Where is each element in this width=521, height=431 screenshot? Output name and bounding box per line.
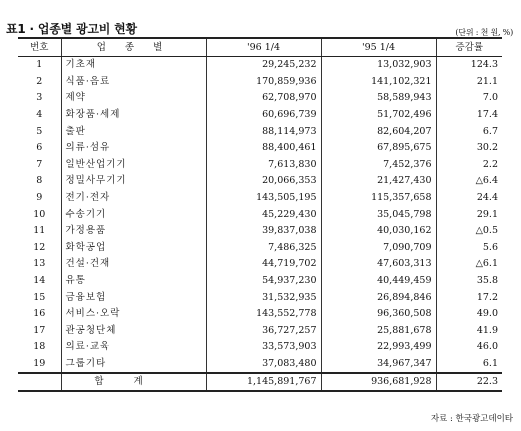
table-row [18, 256, 502, 273]
industry-name: 기초재 [61, 57, 206, 74]
value-1996: 44,719,702 [206, 256, 321, 273]
value-1996: 88,114,973 [206, 123, 321, 140]
value-1996: 39,837,038 [206, 223, 321, 240]
industry-name: 금융보험 [61, 289, 206, 306]
value-1996: 29,245,232 [206, 57, 321, 74]
source-note: 자료 : 한국광고데이타 [430, 414, 513, 424]
change-rate: 29.1 [436, 206, 502, 223]
value-1995: 96,360,508 [321, 306, 436, 323]
value-1996: 143,505,195 [206, 190, 321, 207]
col-header-number: 번호 [18, 38, 61, 57]
change-rate: 2.2 [436, 157, 502, 174]
value-1995: 47,603,313 [321, 256, 436, 273]
industry-name: 정밀사무기기 [61, 173, 206, 190]
value-1996: 45,229,430 [206, 206, 321, 223]
col-header-industry: 업 종 별 [61, 38, 206, 57]
value-1996: 60,696,739 [206, 107, 321, 124]
col-header-1995: '95 1/4 [321, 38, 436, 57]
change-rate: 17.2 [436, 289, 502, 306]
value-1996: 20,066,353 [206, 173, 321, 190]
change-rate: △6.4 [436, 173, 502, 190]
total-1995: 936,681,928 [321, 373, 436, 391]
change-rate: 35.8 [436, 273, 502, 290]
row-number: 17 [33, 324, 46, 336]
value-1995: 40,449,459 [321, 273, 436, 290]
value-1995: 141,102,321 [321, 74, 436, 91]
table-row [18, 190, 502, 207]
row-number: 1 [36, 59, 43, 71]
table-row [18, 157, 502, 174]
change-rate: 6.7 [436, 123, 502, 140]
col-header-1996: '96 1/4 [206, 38, 321, 57]
industry-name: 전기·전자 [61, 190, 206, 207]
industry-name: 제약 [61, 90, 206, 107]
value-1996: 36,727,257 [206, 323, 321, 340]
industry-name: 수송기기 [61, 206, 206, 223]
industry-name: 가정용품 [61, 223, 206, 240]
industry-name: 건설·건재 [61, 256, 206, 273]
row-number: 14 [33, 275, 46, 287]
value-1995: 7,090,709 [321, 240, 436, 257]
value-1996: 54,937,230 [206, 273, 321, 290]
row-number: 7 [36, 158, 43, 170]
ad-spend-table [18, 37, 502, 392]
change-rate: 49.0 [436, 306, 502, 323]
value-1995: 35,045,798 [321, 206, 436, 223]
change-rate: 46.0 [436, 339, 502, 356]
value-1995: 34,967,347 [321, 356, 436, 374]
value-1995: 67,895,675 [321, 140, 436, 157]
value-1996: 62,708,970 [206, 90, 321, 107]
row-number: 19 [33, 357, 46, 369]
row-number: 6 [36, 142, 43, 154]
value-1995: 58,589,943 [321, 90, 436, 107]
row-number: 3 [36, 92, 43, 104]
table-row [18, 57, 502, 74]
header-row [18, 38, 502, 57]
value-1996: 37,083,480 [206, 356, 321, 374]
table-row [18, 339, 502, 356]
industry-name: 그룹기타 [61, 356, 206, 374]
change-rate: 5.6 [436, 240, 502, 257]
value-1995: 82,604,207 [321, 123, 436, 140]
industry-name: 출판 [61, 123, 206, 140]
row-number: 2 [36, 75, 43, 87]
table-row [18, 90, 502, 107]
table-row [18, 306, 502, 323]
row-number: 13 [33, 258, 46, 270]
table-row [18, 74, 502, 91]
value-1996: 33,573,903 [206, 339, 321, 356]
industry-name: 유통 [61, 273, 206, 290]
value-1995: 13,032,903 [321, 57, 436, 74]
value-1995: 115,357,658 [321, 190, 436, 207]
industry-name: 관공청단체 [61, 323, 206, 340]
change-rate: 7.0 [436, 90, 502, 107]
table-row [18, 356, 502, 374]
table-row [18, 273, 502, 290]
value-1995: 51,702,496 [321, 107, 436, 124]
row-number: 18 [33, 341, 46, 353]
table-title: 표1 · 업종별 광고비 현황 [6, 22, 137, 36]
table-row [18, 240, 502, 257]
industry-name: 식품·음료 [61, 74, 206, 91]
table-row [18, 323, 502, 340]
table-row [18, 107, 502, 124]
row-number: 12 [33, 241, 46, 253]
value-1995: 25,881,678 [321, 323, 436, 340]
col-header-change-rate: 증감률 [436, 38, 502, 57]
unit-note: (단위 : 천 원, %) [455, 28, 513, 37]
table-row [18, 289, 502, 306]
change-rate: 30.2 [436, 140, 502, 157]
value-1996: 7,486,325 [206, 240, 321, 257]
table-row [18, 173, 502, 190]
value-1996: 143,552,778 [206, 306, 321, 323]
value-1996: 170,859,936 [206, 74, 321, 91]
industry-name: 서비스·오락 [61, 306, 206, 323]
value-1995: 7,452,376 [321, 157, 436, 174]
change-rate: 41.9 [436, 323, 502, 340]
row-number: 9 [36, 192, 43, 204]
value-1996: 7,613,830 [206, 157, 321, 174]
row-number: 4 [36, 109, 43, 121]
value-1996: 88,400,461 [206, 140, 321, 157]
total-row [18, 373, 502, 391]
row-number: 5 [36, 125, 43, 137]
change-rate: △0.5 [436, 223, 502, 240]
industry-name: 일반산업기기 [61, 157, 206, 174]
industry-name: 화학공업 [61, 240, 206, 257]
change-rate: 24.4 [436, 190, 502, 207]
row-number: 10 [33, 208, 46, 220]
value-1995: 40,030,162 [321, 223, 436, 240]
change-rate: 124.3 [436, 57, 502, 74]
industry-name: 의료·교육 [61, 339, 206, 356]
total-label: 합계 [61, 373, 206, 391]
change-rate: 17.4 [436, 107, 502, 124]
industry-name: 화장품·세제 [61, 107, 206, 124]
row-number: 8 [36, 175, 43, 187]
industry-name: 의류·섬유 [61, 140, 206, 157]
table-row [18, 140, 502, 157]
row-number: 11 [33, 225, 46, 237]
total-rate: 22.3 [436, 373, 502, 391]
change-rate: 6.1 [436, 356, 502, 374]
change-rate: △6.1 [436, 256, 502, 273]
total-number-cell [18, 373, 61, 391]
change-rate: 21.1 [436, 74, 502, 91]
table-row [18, 123, 502, 140]
table-row [18, 206, 502, 223]
row-number: 16 [33, 308, 46, 320]
value-1995: 26,894,846 [321, 289, 436, 306]
total-1996: 1,145,891,767 [206, 373, 321, 391]
value-1996: 31,532,935 [206, 289, 321, 306]
value-1995: 21,427,430 [321, 173, 436, 190]
row-number: 15 [33, 291, 46, 303]
table-row [18, 223, 502, 240]
value-1995: 22,993,499 [321, 339, 436, 356]
